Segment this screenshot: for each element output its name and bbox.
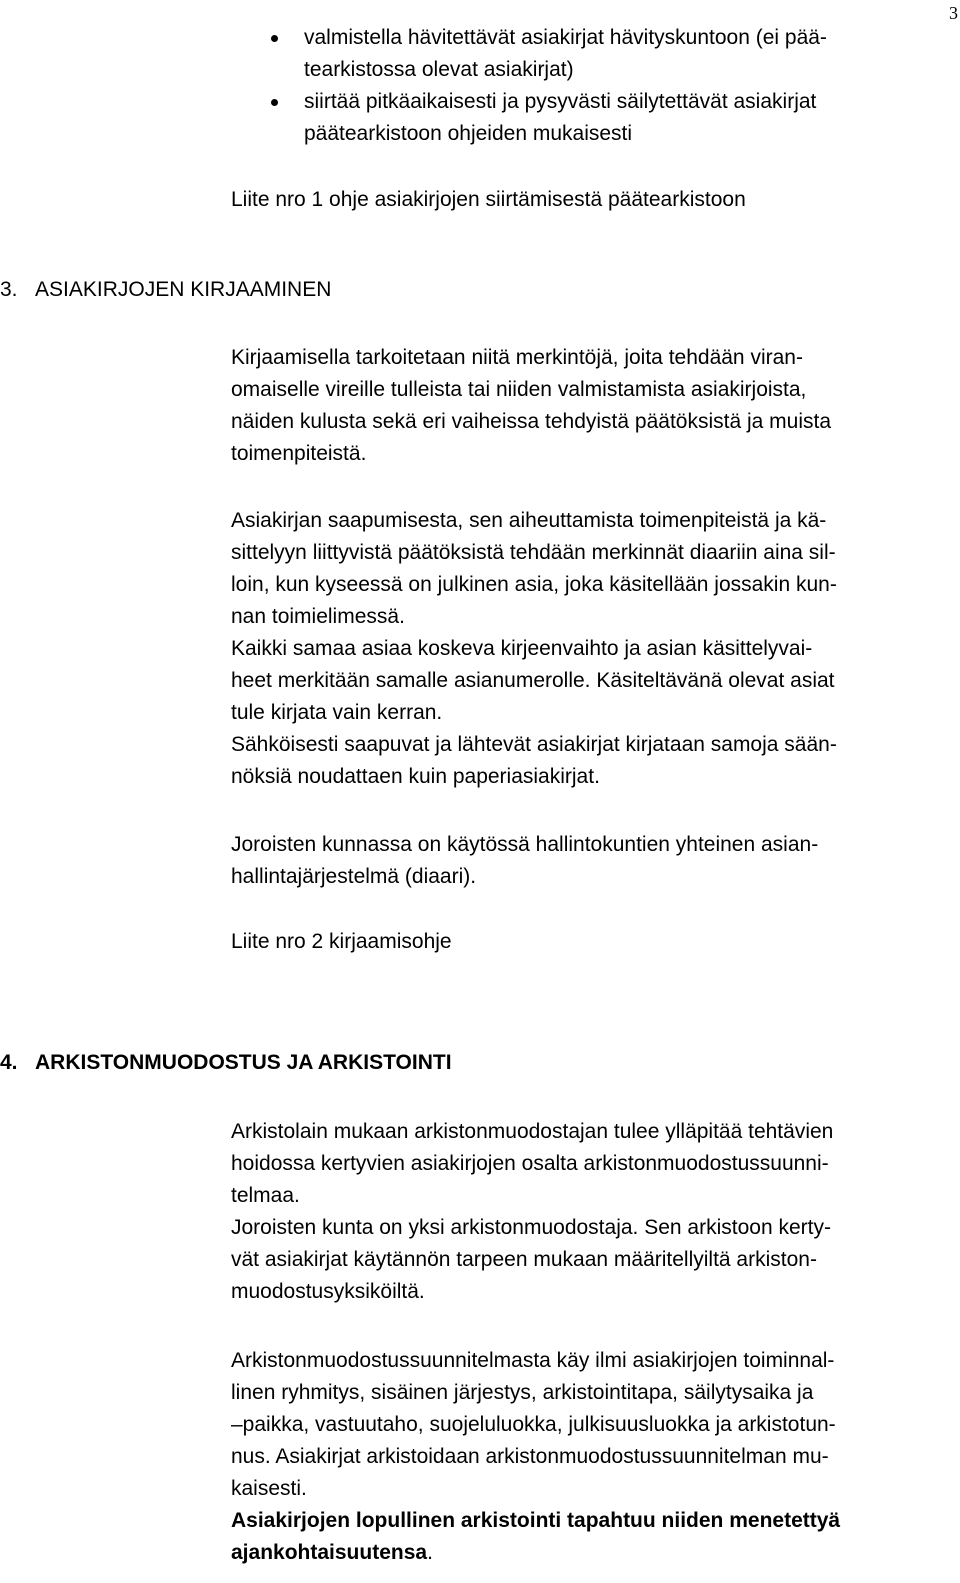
bullet-dot-icon — [271, 35, 278, 42]
text-line: toimenpiteistä. — [231, 442, 367, 465]
text-line: vät asiakirjat käytännön tarpeen mukaan määritellyiltä arkiston- — [231, 1248, 817, 1271]
text-line: Arkistolain mukaan arkistonmuodostajan tulee ylläpitää tehtävien — [231, 1120, 834, 1143]
sentence-end: . — [427, 1541, 433, 1564]
paragraph — [231, 829, 818, 893]
paragraph — [231, 505, 837, 793]
text-line: heet merkitään samalle asianumerolle. Käsiteltävänä olevat asiat — [231, 669, 835, 692]
text-line: Joroisten kunnassa on käytössä hallintokuntien yhteinen asian- — [231, 833, 819, 856]
text-line: Kaikki samaa asiaa koskeva kirjeenvaihto ja asian käsittelyvai- — [231, 637, 813, 660]
section-heading — [0, 274, 331, 306]
text-line: nöksiä noudattaen kuin paperiasiakirjat. — [231, 765, 600, 788]
text-line: sittelyyn liittyvistä päätöksistä tehdään merkinnät diaariin aina sil- — [231, 541, 836, 564]
text-line: hallintajärjestelmä (diaari). — [231, 865, 477, 888]
text-line: Sähköisesti saapuvat ja lähtevät asiakirjat kirjataan samoja sään- — [231, 733, 837, 756]
text-line: nus. Asiakirjat arkistoidaan arkistonmuodostussuunnitelman mu- — [231, 1445, 829, 1468]
text-line: kaisesti. — [231, 1477, 307, 1500]
text-line — [231, 1537, 840, 1569]
text-line: Arkistonmuodostussuunnitelmasta käy ilmi asiakirjojen toiminnal- — [231, 1349, 835, 1372]
text-line: tule kirjata vain kerran. — [231, 701, 443, 724]
appendix-reference: Liite nro 2 kirjaamisohje — [231, 930, 452, 953]
bold-text-line: Asiakirjojen lopullinen arkistointi tapahtuu niiden menetettyä — [231, 1509, 841, 1532]
section-number: 4. — [0, 1051, 18, 1074]
text-line: muodostusyksiköiltä. — [231, 1280, 425, 1303]
section-number: 3. — [0, 278, 18, 301]
text-line: telmaa. — [231, 1184, 300, 1207]
text-line: Kirjaamisella tarkoitetaan niitä merkintöjä, joita tehdään viran- — [231, 346, 803, 369]
text-line: Asiakirjan saapumisesta, sen aiheuttamista toimenpiteistä ja kä- — [231, 509, 827, 532]
section-title: ARKISTONMUODOSTUS JA ARKISTOINTI — [35, 1051, 452, 1074]
bullet-dot-icon — [271, 99, 278, 106]
bullet-line: päätearkistoon ohjeiden mukaisesti — [304, 122, 633, 145]
text-line: linen ryhmitys, sisäinen järjestys, arkistointitapa, säilytysaika ja — [231, 1381, 814, 1404]
page-number: 3 — [949, 3, 958, 23]
paragraph — [231, 1345, 840, 1569]
text-line: Joroisten kunta on yksi arkistonmuodostaja. Sen arkistoon kerty- — [231, 1216, 831, 1239]
paragraph — [231, 1116, 833, 1308]
bullet-line: tearkistossa olevat asiakirjat) — [304, 58, 574, 81]
text-line: –paikka, vastuutaho, suojeluluokka, julkisuusluokka ja arkistotun- — [231, 1413, 836, 1436]
bullet-item — [304, 22, 827, 86]
text-line: loin, kun kyseessä on julkinen asia, joka käsitellään jossakin kun- — [231, 573, 837, 596]
section-title: ASIAKIRJOJEN KIRJAAMINEN — [35, 278, 332, 301]
text-line: hoidossa kertyvien asiakirjojen osalta arkistonmuodostussuunni- — [231, 1152, 829, 1175]
bullet-item — [304, 86, 816, 150]
paragraph — [231, 342, 831, 470]
appendix-reference: Liite nro 1 ohje asiakirjojen siirtämisestä päätearkistoon — [231, 188, 746, 211]
bullet-line: valmistella hävitettävät asiakirjat hävityskuntoon (ei pää- — [304, 26, 827, 49]
text-line: nan toimielimessä. — [231, 605, 405, 628]
section-heading — [0, 1047, 452, 1079]
text-line: omaiselle vireille tulleista tai niiden valmistamista asiakirjoista, — [231, 378, 807, 401]
bullet-line: siirtää pitkäaikaisesti ja pysyvästi säilytettävät asiakirjat — [304, 90, 817, 113]
bold-text: ajankohtaisuutensa — [231, 1541, 428, 1564]
text-line: näiden kulusta sekä eri vaiheissa tehdyistä päätöksistä ja muista — [231, 410, 831, 433]
